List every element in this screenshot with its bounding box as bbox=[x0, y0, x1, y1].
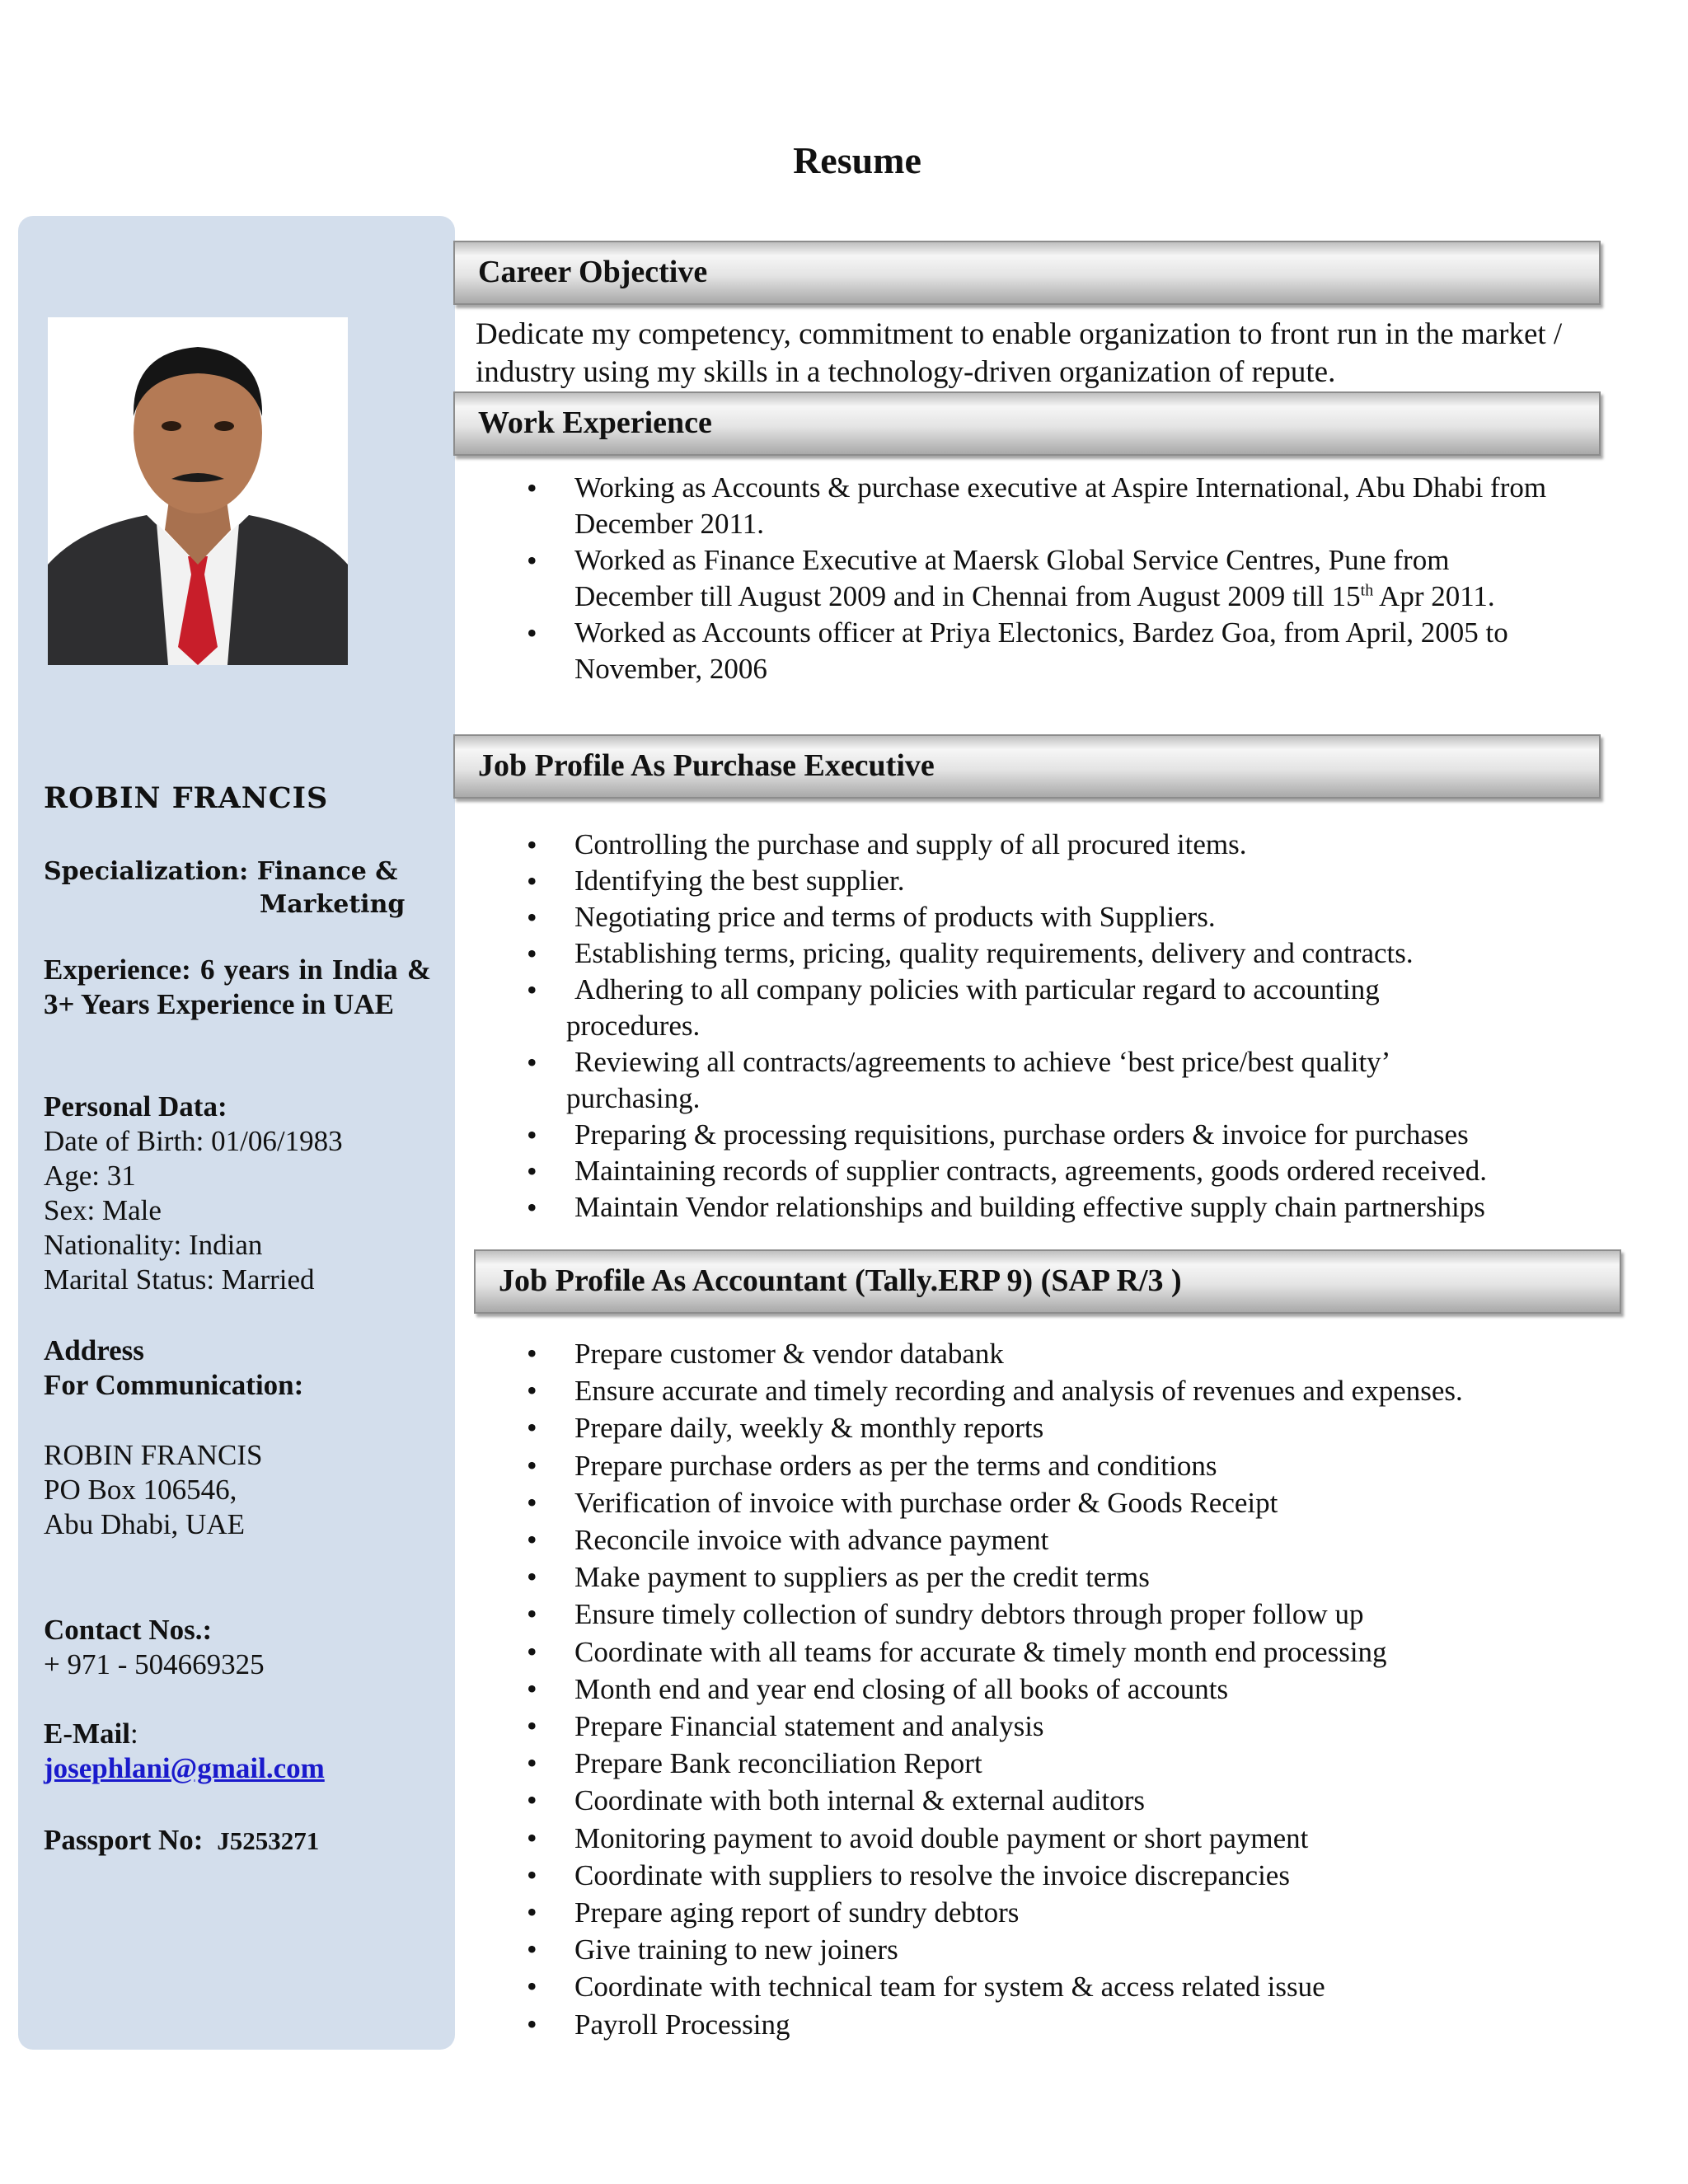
date-of-birth: Date of Birth: 01/06/1983 bbox=[44, 1125, 343, 1157]
purchase-item: Negotiating price and terms of products with Suppliers. bbox=[574, 901, 1216, 933]
list-item bbox=[574, 1857, 1580, 1894]
work-item-2a: Worked as Finance Executive at Maersk Global Service Centres, Pune from December till August 2009 and in Chennai from August 2009 till 15 bbox=[574, 544, 1450, 612]
list-item bbox=[574, 542, 1564, 615]
work-item-3: Worked as Accounts officer at Priya Electonics, Bardez Goa, from April, 2005 to November, 2006 bbox=[574, 616, 1508, 685]
accountant-item: Prepare daily, weekly & monthly reports bbox=[574, 1412, 1044, 1445]
accountant-item: Month end and year end closing of all books of accounts bbox=[574, 1672, 1229, 1705]
work-experience-header bbox=[453, 391, 1601, 456]
email-block bbox=[44, 1717, 431, 1786]
accountant-profile-list bbox=[574, 1335, 1580, 2043]
purchase-item-continuation: procedures. bbox=[566, 1010, 701, 1042]
email-link[interactable]: josephlani@gmail.com bbox=[44, 1752, 325, 1784]
purchase-item: Adhering to all company policies with particular regard to accounting bbox=[574, 973, 1380, 1005]
specialization-line2: Marketing bbox=[260, 890, 406, 919]
purchase-profile-header bbox=[453, 734, 1601, 799]
list-item bbox=[566, 1044, 1580, 1117]
contact-heading: Contact Nos.: bbox=[44, 1614, 213, 1646]
list-item bbox=[574, 615, 1564, 687]
passport-label: Passport No: bbox=[44, 1824, 204, 1856]
accountant-item: Prepare aging report of sundry debtors bbox=[574, 1896, 1020, 1929]
list-item bbox=[574, 1671, 1580, 1708]
list-item bbox=[574, 1335, 1580, 1372]
accountant-item: Verification of invoice with purchase order & Goods Receipt bbox=[574, 1486, 1278, 1519]
list-item bbox=[574, 1117, 1580, 1153]
profile-photo bbox=[48, 317, 348, 665]
accountant-item: Prepare Financial statement and analysis bbox=[574, 1710, 1044, 1743]
list-item bbox=[574, 470, 1564, 542]
list-item bbox=[574, 1820, 1580, 1857]
purchase-profile-list bbox=[566, 827, 1580, 1226]
list-item bbox=[574, 1782, 1580, 1819]
list-item bbox=[574, 1931, 1580, 1968]
contact bbox=[44, 1613, 431, 1682]
accountant-item: Coordinate with both internal & external auditors bbox=[574, 1784, 1146, 1817]
purchase-item: Establishing terms, pricing, quality requirements, delivery and contracts. bbox=[574, 937, 1414, 969]
list-item bbox=[574, 935, 1580, 972]
list-item bbox=[574, 1894, 1580, 1931]
purchase-item-continuation: purchasing. bbox=[566, 1082, 701, 1114]
accountant-item: Ensure timely collection of sundry debtors through proper follow up bbox=[574, 1598, 1364, 1631]
career-objective-header bbox=[453, 241, 1601, 305]
address-heading-line2: For Communication: bbox=[44, 1369, 304, 1401]
address-heading-line1: Address bbox=[44, 1334, 144, 1366]
sex: Sex: Male bbox=[44, 1194, 162, 1226]
list-item bbox=[574, 1633, 1580, 1671]
address bbox=[44, 1438, 431, 1542]
personal-data bbox=[44, 1090, 431, 1297]
purchase-item: Maintain Vendor relationships and building effective supply chain partnerships bbox=[574, 1191, 1485, 1223]
work-item-2b: Apr 2011. bbox=[1373, 580, 1495, 612]
list-item bbox=[574, 1153, 1580, 1189]
purchase-item: Identifying the best supplier. bbox=[574, 865, 905, 897]
list-item bbox=[574, 1968, 1580, 2005]
list-item bbox=[574, 1189, 1580, 1226]
contact-number: + 971 - 504669325 bbox=[44, 1648, 265, 1680]
accountant-item: Ensure accurate and timely recording and analysis of revenues and expenses. bbox=[574, 1375, 1463, 1408]
accountant-profile-header bbox=[474, 1249, 1621, 1314]
personal-data-heading: Personal Data: bbox=[44, 1090, 227, 1122]
age: Age: 31 bbox=[44, 1160, 136, 1192]
address-heading bbox=[44, 1333, 431, 1403]
list-item bbox=[574, 1521, 1580, 1558]
accountant-item: Give training to new joiners bbox=[574, 1933, 898, 1966]
experience-summary: Experience: 6 years in India & 3+ Years Experience in UAE bbox=[44, 954, 431, 1020]
list-item bbox=[574, 2006, 1580, 2043]
specialization-line1: Specialization: Finance & bbox=[44, 857, 398, 886]
email-heading: E-Mail bbox=[44, 1718, 130, 1750]
accountant-item: Coordinate with technical team for system & access related issue bbox=[574, 1971, 1325, 2004]
accountant-item: Prepare customer & vendor databank bbox=[574, 1338, 1004, 1370]
list-item bbox=[574, 1745, 1580, 1782]
list-item bbox=[574, 899, 1580, 935]
list-item bbox=[574, 1708, 1580, 1745]
nationality: Nationality: Indian bbox=[44, 1229, 263, 1261]
passport bbox=[44, 1823, 431, 1858]
list-item bbox=[574, 1409, 1580, 1446]
accountant-item: Coordinate with all teams for accurate & timely month end processing bbox=[574, 1635, 1387, 1668]
career-objective-title: Career Objective bbox=[478, 255, 708, 289]
purchase-item: Controlling the purchase and supply of all procured items. bbox=[574, 828, 1247, 860]
purchase-item: Preparing & processing requisitions, purchase orders & invoice for purchases bbox=[574, 1118, 1469, 1151]
accountant-item: Monitoring payment to avoid double payment or short payment bbox=[574, 1821, 1309, 1854]
purchase-profile-title: Job Profile As Purchase Executive bbox=[478, 748, 935, 783]
list-item bbox=[574, 1596, 1580, 1633]
accountant-item: Payroll Processing bbox=[574, 2008, 790, 2041]
specialization bbox=[44, 855, 415, 921]
work-item-2-sup: th bbox=[1360, 581, 1374, 600]
list-item bbox=[574, 1484, 1580, 1521]
work-experience-list bbox=[574, 470, 1564, 687]
list-item bbox=[574, 1447, 1580, 1484]
work-item-1: Working as Accounts & purchase executive at Aspire International, Abu Dhabi from December 2011. bbox=[574, 471, 1547, 540]
address-po-box: PO Box 106546, bbox=[44, 1474, 237, 1506]
list-item bbox=[574, 827, 1580, 863]
address-city: Abu Dhabi, UAE bbox=[44, 1508, 245, 1540]
accountant-item: Reconcile invoice with advance payment bbox=[574, 1524, 1049, 1557]
candidate-name: ROBIN FRANCIS bbox=[44, 781, 329, 815]
accountant-item: Make payment to suppliers as per the credit terms bbox=[574, 1561, 1150, 1594]
accountant-item: Coordinate with suppliers to resolve the invoice discrepancies bbox=[574, 1858, 1290, 1891]
list-item bbox=[566, 972, 1580, 1044]
marital-status: Marital Status: Married bbox=[44, 1263, 315, 1296]
email-colon: : bbox=[129, 1718, 138, 1750]
career-objective-text: Dedicate my competency, commitment to enable organization to front run in the market / industry using my skills in a technology-driven organization of repute. bbox=[476, 317, 1563, 389]
accountant-item: Prepare purchase orders as per the terms and conditions bbox=[574, 1449, 1217, 1482]
document-title: Resume bbox=[793, 139, 921, 181]
list-item bbox=[574, 1372, 1580, 1409]
list-item bbox=[574, 1558, 1580, 1596]
accountant-item: Prepare Bank reconciliation Report bbox=[574, 1747, 982, 1780]
accountant-profile-title: Job Profile As Accountant (Tally.ERP 9) (SAP R/3 ) bbox=[499, 1263, 1182, 1298]
passport-number: J5253271 bbox=[217, 1826, 320, 1855]
list-item bbox=[574, 863, 1580, 899]
address-name: ROBIN FRANCIS bbox=[44, 1439, 263, 1471]
purchase-item: Maintaining records of supplier contracts, agreements, goods ordered received. bbox=[574, 1155, 1487, 1187]
work-experience-title: Work Experience bbox=[478, 405, 712, 440]
purchase-item: Reviewing all contracts/agreements to achieve ‘best price/best quality’ bbox=[574, 1046, 1391, 1078]
